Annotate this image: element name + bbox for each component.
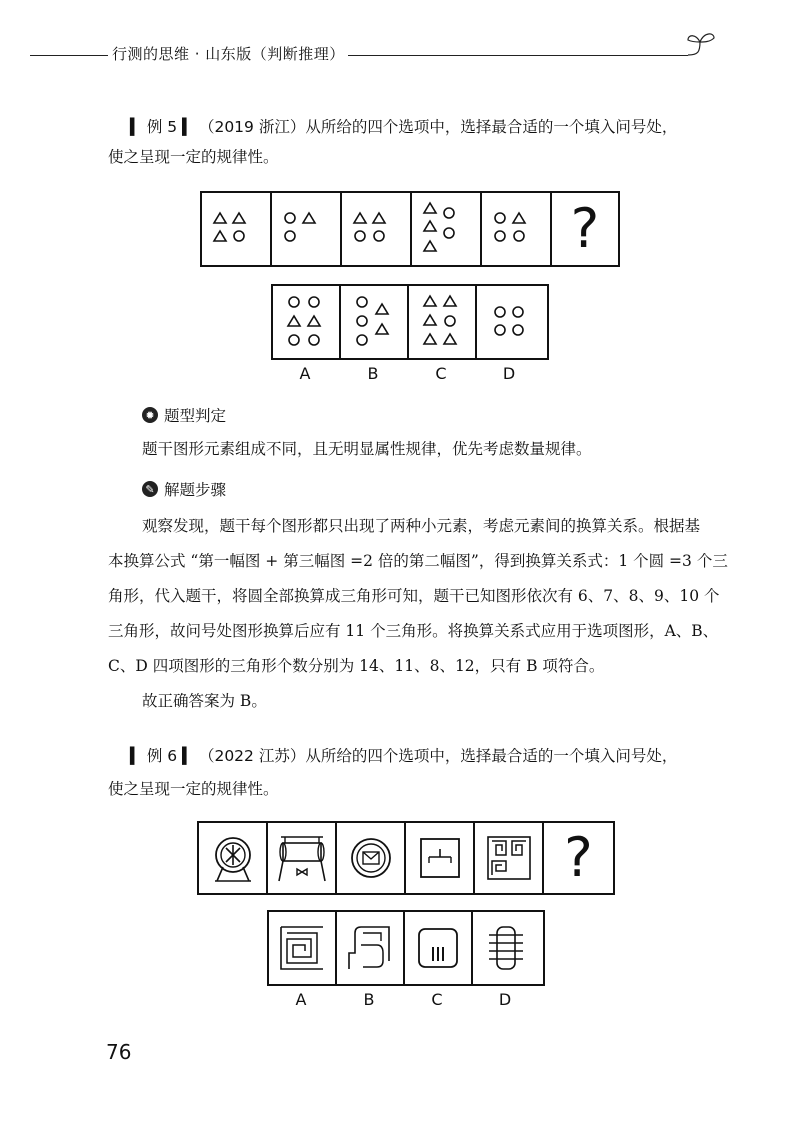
example5-source: （2019 浙江）从所给的四个选项中，选择最合适的一个填入问号处， [198,118,678,136]
section-solution-steps [142,478,226,500]
step-line-3: 角形，代入题干，将圆全部换算成三角形可知，题干已知图形依次有 6、7、8、9、10 个 [108,587,720,605]
example6-options-strip [267,910,545,986]
header-rule-right [348,55,688,56]
example6-question-strip [197,821,615,895]
q6-option-d [473,912,539,984]
q5-option-a [273,286,341,358]
q5-label-b: B [367,364,379,383]
question-mark-icon: ? [570,197,600,260]
q5-label-a: A [299,364,311,383]
q6-label-a: A [295,990,307,1009]
q5-label-d: D [502,364,516,383]
example5-label: 例 5 [146,118,178,136]
example5-question-strip [200,191,620,267]
question-mark-icon: ? [564,826,593,889]
q5-label-c: C [435,364,447,383]
step-line-4: 三角形，故问号处图形换算后应有 11 个三角形。将换算关系式应用于选项图形，A、B、 [108,622,719,640]
section-solution-steps-title: 解题步骤 [164,481,227,499]
q6-label-c: C [431,990,443,1009]
q6-figure-4 [406,823,475,893]
q5-figure-5 [482,193,552,265]
section-question-type [142,404,226,426]
steps-icon: ✎ [142,481,158,497]
q6-figure-1 [199,823,268,893]
q6-option-c [405,912,473,984]
q6-figure-3 [337,823,406,893]
q6-label-b: B [363,990,375,1009]
example5-stem: ▍ 例 5 ▍ （2019 浙江）从所给的四个选项中，选择最合适的一个填入问号处， [130,118,678,136]
sprout-icon [684,28,724,60]
q5-option-d [477,286,543,358]
header-rule-left [30,55,108,56]
q5-figure-1 [202,193,272,265]
example6-continuation: 使之呈现一定的规律性。 [108,780,279,798]
conclusion: 故正确答案为 B。 [142,692,267,710]
q5-figure-2 [272,193,342,265]
q5-option-c [409,286,477,358]
q6-figure-5 [475,823,544,893]
section-question-type-title: 题型判定 [164,407,227,425]
q5-question-cell [552,193,618,265]
step-line-1: 观察发现，题干每个图形都只出现了两种小元素，考虑元素间的换算关系。根据基 [142,517,701,535]
example6-stem: ▍ 例 6 ▍ （2022 江苏）从所给的四个选项中，选择最合适的一个填入问号处， [130,747,678,765]
q6-figure-2 [268,823,337,893]
example6-source: （2022 江苏）从所给的四个选项中，选择最合适的一个填入问号处， [198,747,678,765]
q6-option-a [269,912,337,984]
q6-option-b [337,912,405,984]
gear-icon: ✹ [142,407,158,423]
example6-label: 例 6 [146,747,178,765]
running-header: 行测的思维 · 山东版（判断推理） [112,45,345,63]
q5-figure-3 [342,193,412,265]
q5-figure-4 [412,193,482,265]
example5-options-strip [271,284,549,360]
q5-option-b [341,286,409,358]
section1-text: 题干图形元素组成不同，且无明显属性规律，优先考虑数量规律。 [142,440,592,458]
step-line-5: C、D 四项图形的三角形个数分别为 14、11、8、12，只有 B 项符合。 [108,657,605,675]
example5-continuation: 使之呈现一定的规律性。 [108,148,279,166]
q6-question-cell [544,823,613,893]
step-line-2: 本换算公式 “第一幅图 + 第三幅图 =2 倍的第二幅图”，得到换算关系式：1 个圆 =3 个三 [108,552,728,570]
page-number: 76 [106,1040,132,1064]
q6-label-d: D [498,990,512,1009]
